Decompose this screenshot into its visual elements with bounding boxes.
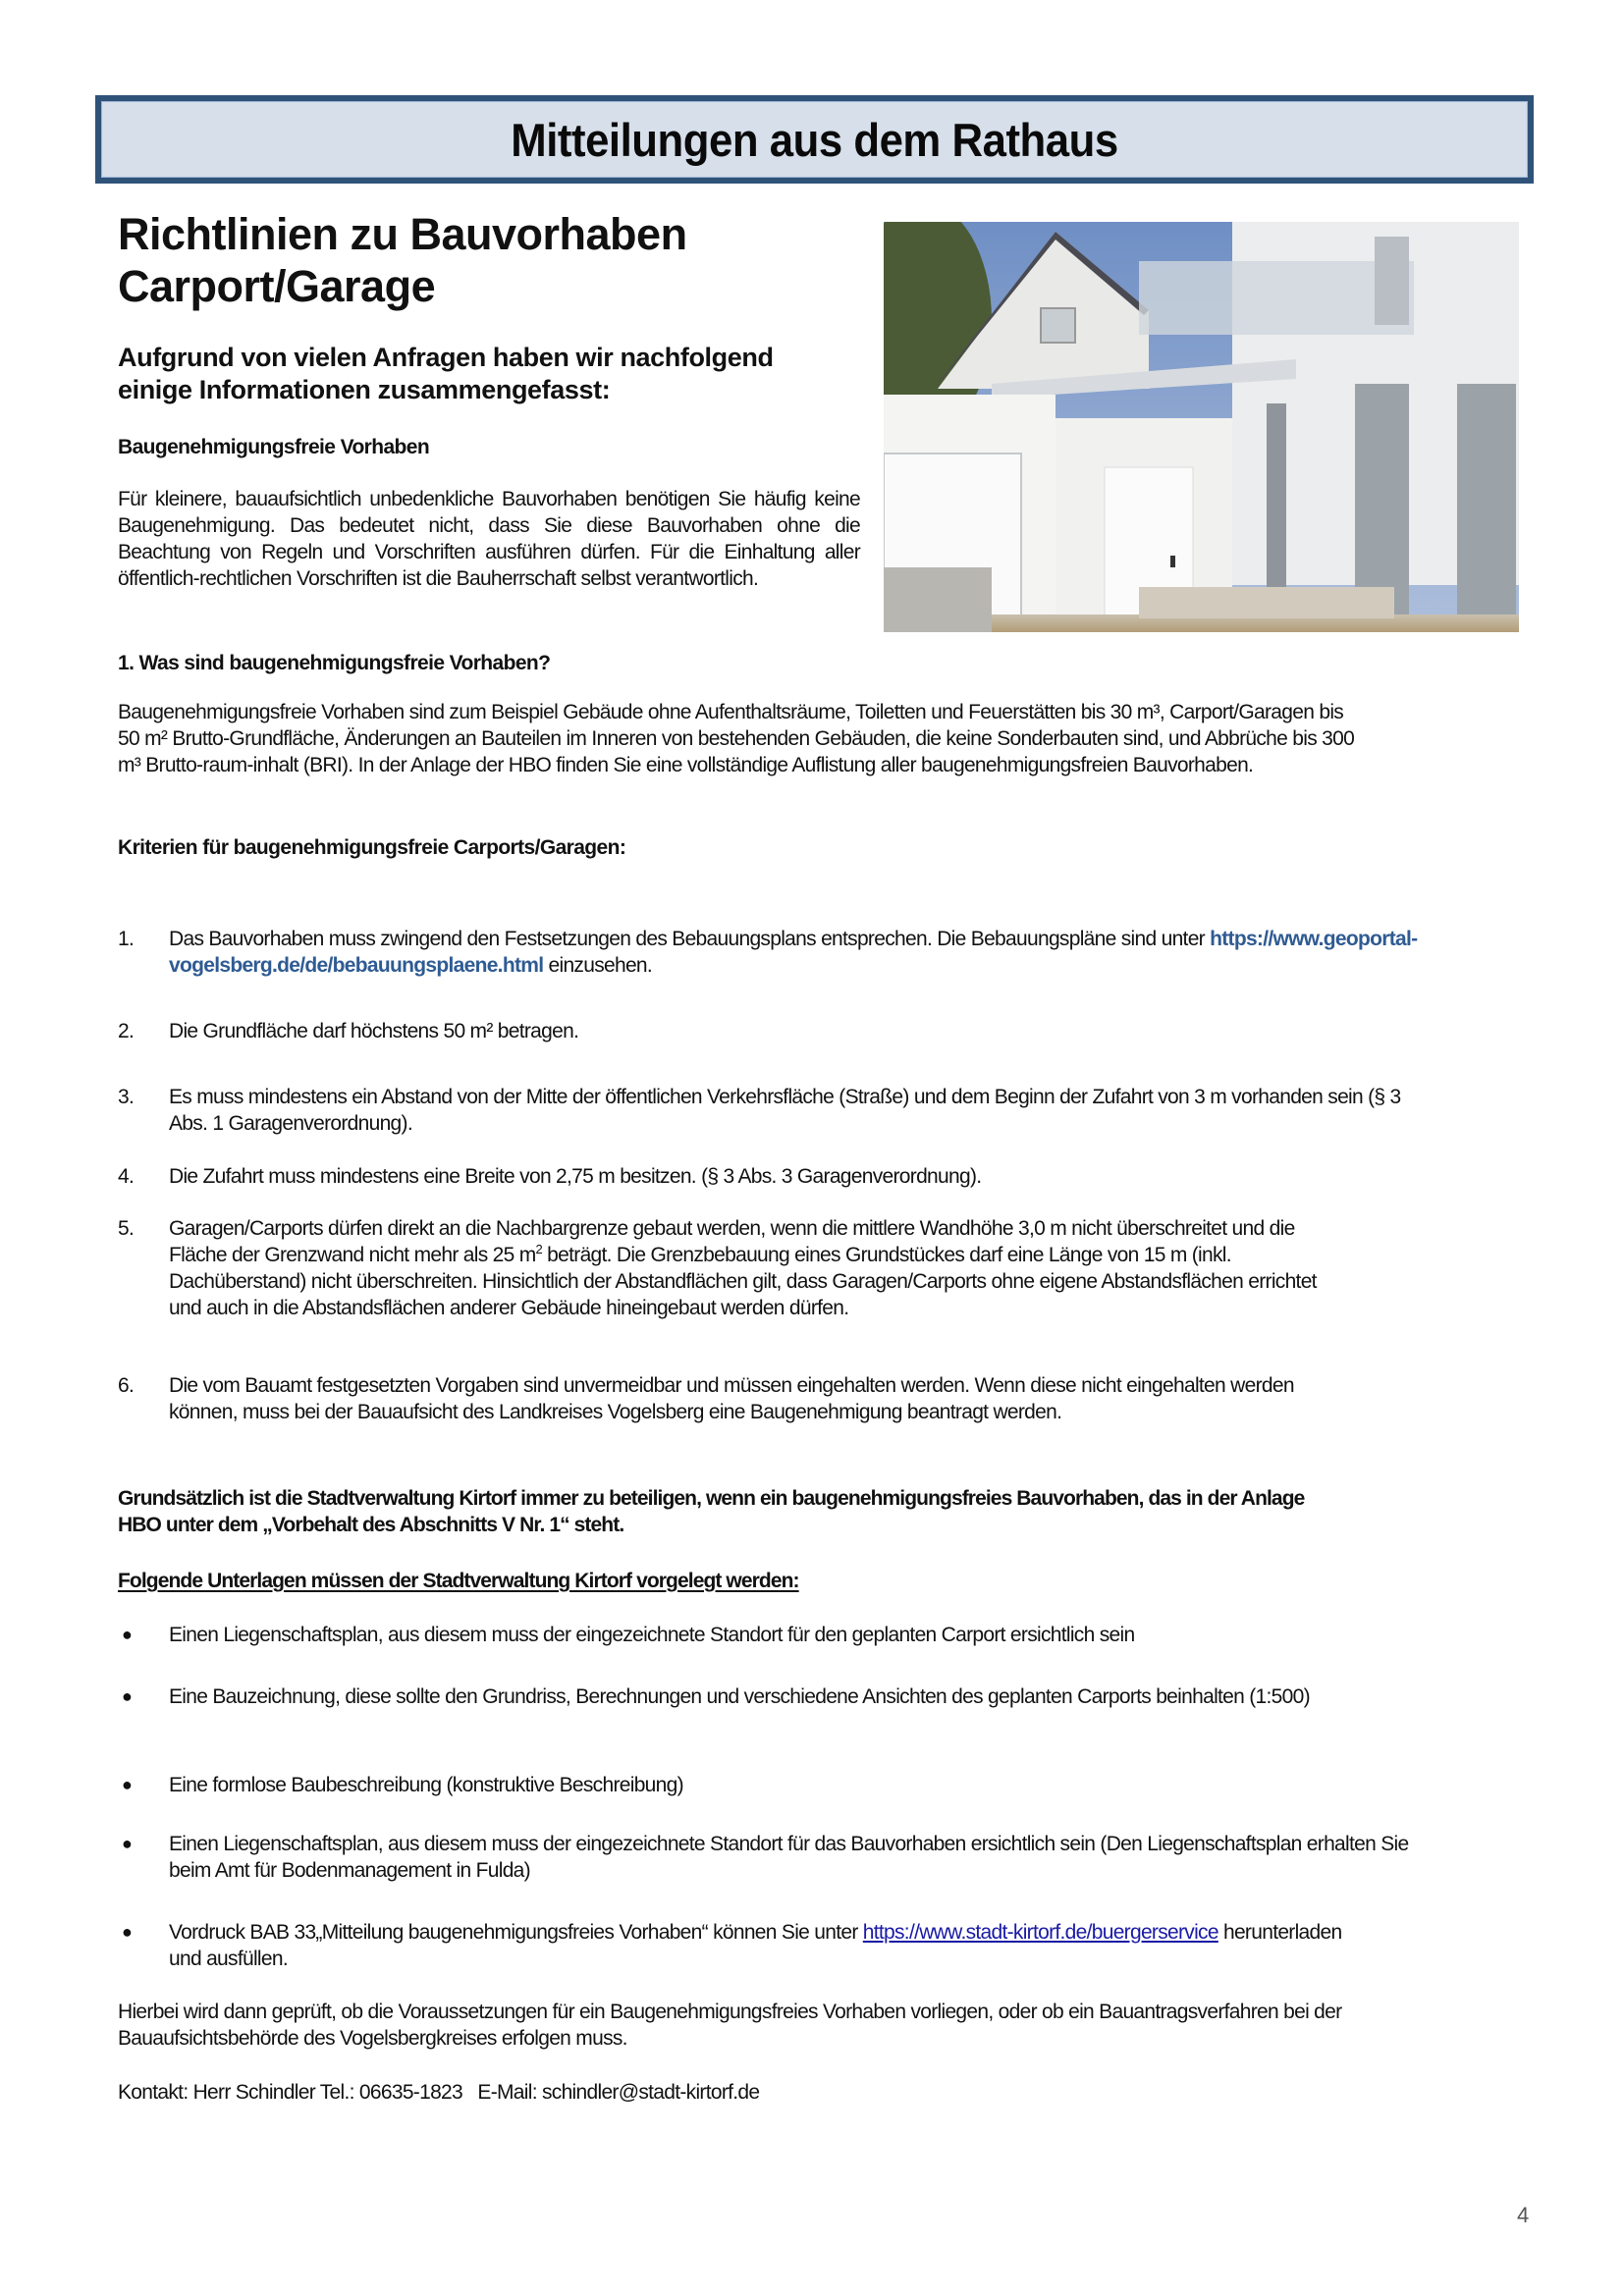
criteria-text: Das Bauvorhaben muss zwingend den Festsetzungen des Bebauungsplans entsprechen. Die Bebauungspläne sind unter <box>169 928 1211 950</box>
section-header-title: Mitteilungen aus dem Rathaus <box>511 114 1118 166</box>
article-subtitle <box>118 342 774 406</box>
criteria-number: 6. <box>118 1374 135 1397</box>
criteria-text: Garagen/Carports dürfen direkt an die Nachbargrenze gebaut werden, wenn die mittlere Wandhöhe 3,0 m nicht überschreitet und die Fläche der Grenzwand nicht mehr als 25 m <box>169 1217 1295 1266</box>
page-number: 4 <box>1517 2203 1530 2227</box>
closing-paragraph: Hierbei wird dann geprüft, ob die Voraussetzungen für ein Baugenehmigungsfreies Vorhaben vorliegen, oder ob ein Bauantragsverfahren bei der Bauaufsichtsbehörde des Vogelsbergkreises erfolgen muss. <box>118 2001 1342 2050</box>
gravel <box>1139 587 1394 618</box>
document-text: Einen Liegenschaftsplan, aus diesem muss der eingezeichnete Standort für den geplanten Carport ersichtlich sein <box>169 1624 1135 1646</box>
criteria-number: 5. <box>118 1217 135 1240</box>
answer-paragraph: Baugenehmigungsfreie Vorhaben sind zum Beispiel Gebäude ohne Aufenthaltsräume, Toiletten und Feuerstätten bis 30 m³, Carport/Garagen bis 50 m² Brutto-Grundfläche, Änderungen an Bauteilen im Inneren von bestehenden Gebäuden, die keine Sonderbauten sind, und Abbrüche bis 300 m³ Brutto-raum-inhalt (BRI). In der Anlage der HBO finden Sie eine vollständige Auflistung aller baugenehmigungsfreien Bauvorhaben. <box>118 701 1355 776</box>
bullet-icon: ● <box>122 1922 133 1942</box>
criteria-item-6 <box>118 1372 1345 1425</box>
document-text-end: herunterladen und ausfüllen. <box>169 1921 1342 1970</box>
document-text: Vordruck BAB 33„Mitteilung baugenehmigungsfreies Vorhaben“ können Sie unter <box>169 1921 863 1944</box>
document-item-3 <box>118 1772 1453 1798</box>
section-heading-genehmigungsfrei: Baugenehmigungsfreie Vorhaben <box>118 436 430 458</box>
documents-heading: Folgende Unterlagen müssen der Stadtverwaltung Kirtorf vorgelegt werden: <box>118 1570 799 1592</box>
buergerservice-link[interactable]: https://www.stadt-kirtorf.de/buergerservice <box>862 1921 1218 1944</box>
criteria-item-2 <box>118 1018 1434 1044</box>
house-garage-illustration <box>884 222 1519 632</box>
article-title-line2: Carport/Garage <box>118 261 436 311</box>
criteria-item-3 <box>118 1084 1434 1137</box>
criteria-text: Es muss mindestens ein Abstand von der Mitte der öffentlichen Verkehrsfläche (Straße) und dem Beginn der Zufahrt von 3 m vorhanden sein (§ 3 Abs. 1 Garagenverordnung). <box>169 1086 1401 1135</box>
glass-balcony <box>1139 261 1414 335</box>
criteria-item-4 <box>118 1163 1434 1190</box>
question-heading: 1. Was sind baugenehmigungsfreie Vorhaben? <box>118 652 551 674</box>
criteria-text-end: einzusehen. <box>543 954 653 977</box>
criteria-text: Die vom Bauamt festgesetzten Vorgaben sind unvermeidbar und müssen eingehalten werden. Wenn diese nicht eingehalten werden können, muss bei der Bauaufsicht des Landkreises Vogelsberg eine Baugenehmigung beantragt werden. <box>169 1374 1294 1423</box>
criteria-item-5 <box>118 1215 1345 1321</box>
article-subtitle-line1: Aufgrund von vielen Anfragen haben wir nachfolgend <box>118 343 774 372</box>
contact-line: Kontakt: Herr Schindler Tel.: 06635-1823 E-Mail: schindler@stadt-kirtorf.de <box>118 2081 760 2104</box>
criteria-heading: Kriterien für baugenehmigungsfreie Carports/Garagen: <box>118 836 626 859</box>
criteria-number: 4. <box>118 1165 135 1188</box>
bullet-icon: ● <box>122 1834 133 1853</box>
criteria-text: Die Zufahrt muss mindestens eine Breite von 2,75 m besitzen. (§ 3 Abs. 3 Garagenverordnung). <box>169 1165 982 1188</box>
bullet-icon: ● <box>122 1686 133 1706</box>
upper-window <box>1375 237 1409 325</box>
gable-window <box>1041 308 1075 343</box>
stone-wall <box>884 567 992 632</box>
criteria-text: Die Grundfläche darf höchstens 50 m² betragen. <box>169 1020 579 1042</box>
document-item-4 <box>118 1831 1443 1884</box>
criteria-text-end: beträgt. Die Grenzbebauung eines Grundstückes darf eine Länge von 15 m (inkl. Dachüberstand) nicht überschreiten. Hinsichtlich der Abstandflächen gilt, dass Garagen/Carports ohne eigene Abstandsflächen errichtet und auch in die Abstandsflächen anderer Gebäude hineingebaut werden dürfen. <box>169 1244 1317 1319</box>
document-item-5 <box>118 1919 1345 1972</box>
document-item-1 <box>118 1622 1453 1648</box>
criteria-number: 2. <box>118 1020 135 1042</box>
section-header-box <box>95 95 1534 184</box>
geoportal-link[interactable]: https://www.geoportal-vogelsberg.de/de/bebauungsplaene.html <box>169 928 1418 977</box>
bullet-icon: ● <box>122 1775 133 1794</box>
superscript: 2 <box>535 1242 543 1256</box>
house-garage-photo <box>884 222 1519 632</box>
tall-window-right <box>1457 384 1516 632</box>
document-text: Einen Liegenschaftsplan, aus diesem muss der eingezeichnete Standort für das Bauvorhaben ersichtlich sein (Den Liegenschaftsplan erhalten Sie beim Amt für Bodenmanagement in Fulda) <box>169 1833 1409 1882</box>
article-subtitle-line2: einige Informationen zusammengefasst: <box>118 375 611 404</box>
bullet-icon: ● <box>122 1625 133 1644</box>
door-handle <box>1170 556 1175 567</box>
notice-bold: Grundsätzlich ist die Stadtverwaltung Kirtorf immer zu beteiligen, wenn ein baugenehmigungsfreies Bauvorhaben, das in der Anlage HBO unter dem „Vorbehalt des Abschnitts V Nr. 1“ steht. <box>118 1487 1305 1536</box>
intro-paragraph: Für kleinere, bauaufsichtlich unbedenkliche Bauvorhaben benötigen Sie häufig keine Baugenehmigung. Das bedeutet nicht, dass Sie diese Bauvorhaben ohne die Beachtung von Regeln und Vorschriften ausführen dürfen. Für die Einhaltung aller öffentlich-rechtlichen Vorschriften ist die Bauherrschaft selbst verantwortlich. <box>118 488 860 590</box>
document-item-2 <box>118 1683 1434 1710</box>
article-title-line1: Richtlinien zu Bauvorhaben <box>118 209 687 259</box>
document-text: Eine formlose Baubeschreibung (konstruktive Beschreibung) <box>169 1774 683 1796</box>
document-text: Eine Bauzeichnung, diese sollte den Grundriss, Berechnungen und verschiedene Ansichten des geplanten Carports beinhalten (1:500) <box>169 1685 1310 1708</box>
criteria-item-1 <box>118 926 1434 979</box>
criteria-number: 3. <box>118 1086 135 1108</box>
criteria-number: 1. <box>118 928 135 950</box>
article-title <box>118 208 687 312</box>
